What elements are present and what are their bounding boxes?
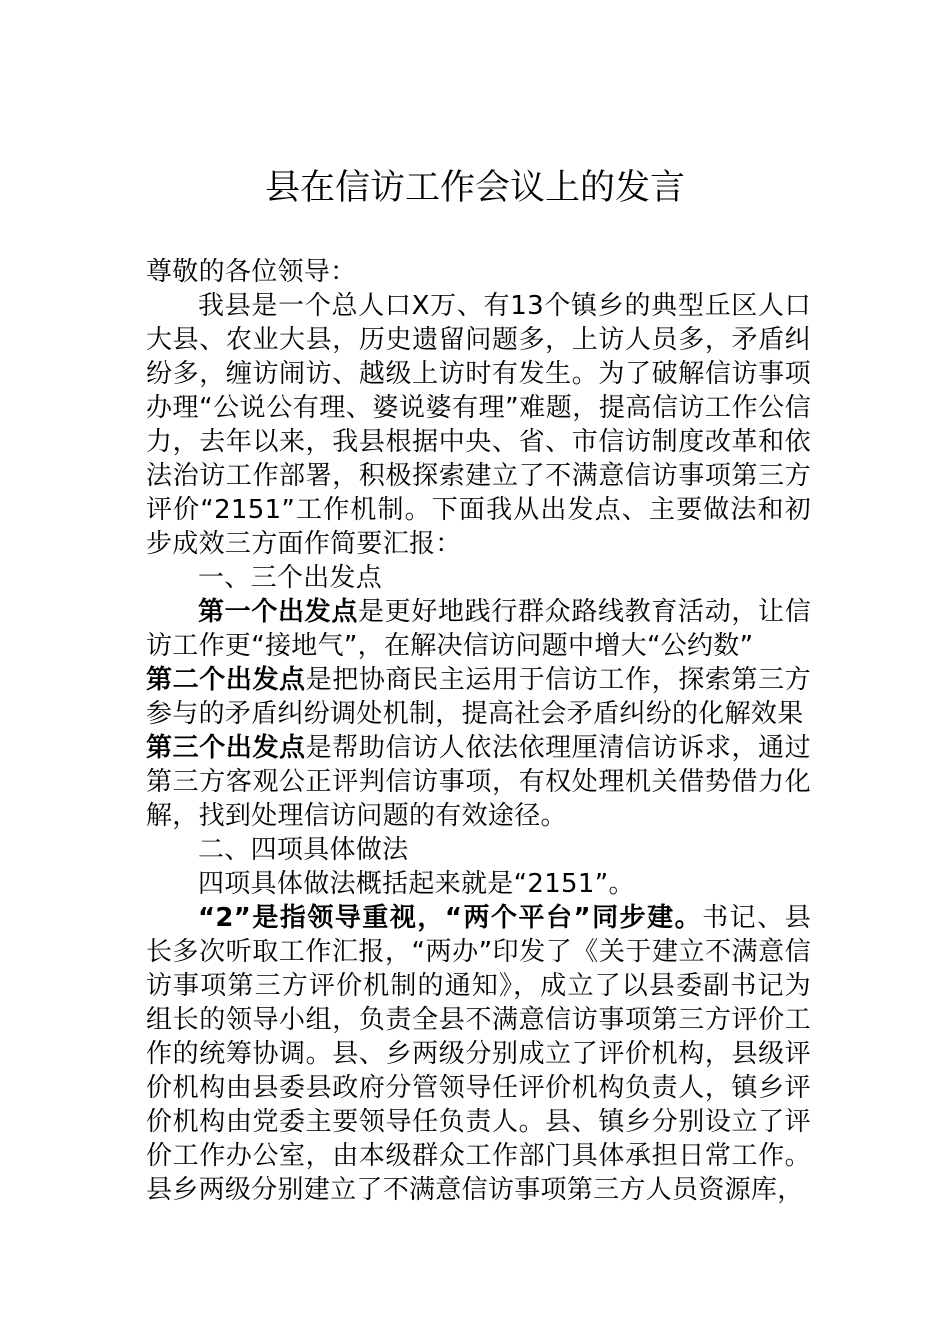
point-paragraph-3 bbox=[146, 731, 811, 833]
salutation: 尊敬的各位领导： bbox=[146, 257, 357, 287]
point-paragraph-1 bbox=[146, 595, 811, 663]
section-heading-1: 一、三个出发点 bbox=[198, 563, 383, 593]
intro-paragraph: 我县是一个总人口X万、有13个镇乡的典型丘区人口大县、农业大县，历史遗留问题多，上访人员多，矛盾纠纷多，缠访闹访、越级上访时有发生。为了破解信访事项办理“公说公有理、婆说婆有理”难题，提高信访工作公信力，去年以来，我县根据中央、省、市信访制度改革和依法治访工作部署，积极探索建立了不满意信访事项第三方评价“2151”工作机制。下面我从出发点、主要做法和初步成效三方面作简要汇报： bbox=[146, 291, 811, 559]
document-title: 县在信访工作会议上的发言 bbox=[264, 168, 685, 208]
point-text-3: 是帮助信访人依法依理厘清信访诉求，通过第三方客观公正评判信访事项，有权处理机关借势借力化解，找到处理信访问题的有效途径。 bbox=[146, 733, 811, 831]
point-lead-2: 第二个出发点 bbox=[146, 665, 306, 695]
item-lead-2: “2”是指领导重视，“两个平台”同步建。 bbox=[198, 903, 703, 933]
point-lead-1: 第一个出发点 bbox=[198, 597, 359, 627]
item-paragraph-2 bbox=[146, 901, 811, 1207]
point-lead-3: 第三个出发点 bbox=[146, 733, 306, 763]
point-text-1: 是更好地践行群众路线教育活动，让信访工作更“接地气”，在解决信访问题中增大“公约数” bbox=[146, 597, 811, 661]
point-text-2: 是把协商民主运用于信访工作，探索第三方参与的矛盾纠纷调处机制，提高社会矛盾纠纷的化解效果 bbox=[146, 665, 811, 729]
section-heading-2: 二、四项具体做法 bbox=[198, 835, 409, 865]
item-text-2: 书记、县长多次听取工作汇报，“两办”印发了《关于建立不满意信访事项第三方评价机制的通知》，成立了以县委副书记为组长的领导小组，负责全县不满意信访事项第三方评价工作的统筹协调。县、乡两级分别成立了评价机构，县级评价机构由县委县政府分管领导任评价机构负责人，镇乡评价机构由党委主要领导任负责人。县、镇乡分别设立了评价工作办公室，由本级群众工作部门具体承担日常工作。县乡两级分别建立了不满意信访事项第三方人员资源库， bbox=[146, 903, 811, 1205]
document-body bbox=[146, 255, 811, 1207]
section2-summary: 四项具体做法概括起来就是“2151”。 bbox=[198, 869, 635, 899]
point-paragraph-2 bbox=[146, 663, 811, 731]
